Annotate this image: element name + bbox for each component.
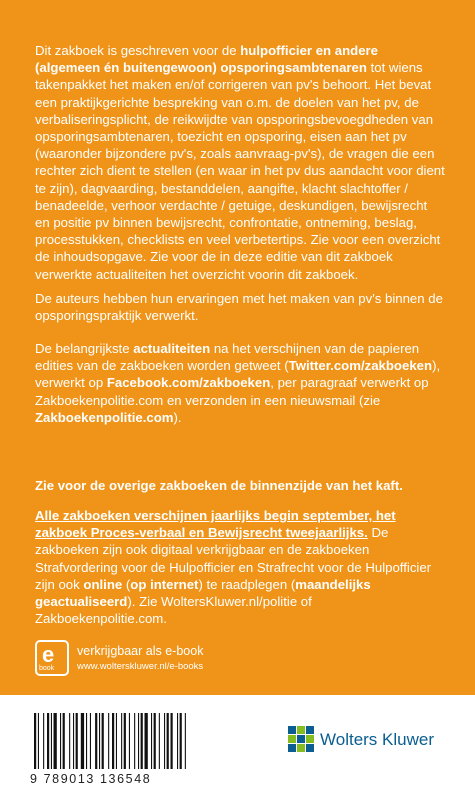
ebook-icon: e book [35, 640, 69, 676]
twitter-link: Twitter.com/zakboeken [288, 358, 433, 374]
audience-highlight: hulpofficier en andere (algemeen én buitengewoon) opsporingsambtenaren [35, 43, 379, 76]
updates-text-3: ), verwerkt op [35, 358, 441, 391]
wolters-kluwer-logo-icon [288, 726, 314, 752]
internet-highlight: op internet [130, 576, 199, 592]
intro-paragraph [35, 42, 445, 283]
updates-text-5: ). [173, 409, 182, 425]
publication-text-4: ). Zie WoltersKluwer.nl/politie of Zakboekenpolitie.com. [35, 594, 312, 627]
publication-text-1: De zakboeken zijn ook digitaal verkrijgbaar en de zakboeken Strafvordering voor de Hulpofficier en Strafrecht voor de Hulpofficier zijn ook [35, 525, 432, 592]
website-link: Zakboekenpolitie.com [35, 409, 174, 425]
monthly-highlight: maandelijks geactualiseerd [35, 576, 371, 610]
updates-highlight: actualiteiten [133, 341, 211, 356]
publisher-name: Wolters Kluwer [320, 730, 434, 749]
ebook-url: www.wolterskluwer.nl/e-books [77, 661, 204, 672]
publication-highlight: Alle zakboeken verschijnen jaarlijks begin september, het zakboek Proces-verbaal en Bewijsrecht tweejaarlijks. [35, 508, 396, 541]
ebook-title: verkrijgbaar als e-book [77, 644, 204, 658]
updates-text-4: , per paragraaf verwerkt op Zakboekenpolitie.com en verzonden in een nieuwsmail (zie [35, 375, 429, 408]
authors-text: De auteurs hebben hun ervaringen met het maken van pv's binnen de opsporingspraktijk verwerkt. [35, 291, 443, 324]
updates-text-2: na het verschijnen van de papieren edities van de zakboeken worden getweet ( [35, 341, 420, 374]
online-highlight: online [83, 576, 123, 592]
publication-text-3: ) te raadplegen ( [198, 576, 296, 592]
facebook-link: Facebook.com/zakboeken [106, 375, 271, 391]
barcode-icon [30, 713, 225, 773]
intro-text-1: Dit zakboek is geschreven voor de [35, 43, 241, 58]
updates-text-1: De belangrijkste [35, 341, 134, 356]
other-books-note: Zie voor de overige zakboeken de binnenzijde van het kaft. [35, 478, 403, 493]
updates-paragraph [35, 340, 445, 426]
publication-text-2: ( [122, 576, 131, 592]
publication-paragraph [35, 507, 445, 627]
isbn-number: 9 789013 136548 [30, 772, 152, 786]
authors-paragraph [35, 290, 445, 324]
intro-text-2: tot wiens takenpakket het maken en/of corrigeren van pv's behoort. Het bevat een praktijkgerichte bespreking van o.m. de doelen van het pv, de verbaliseringsplicht, de reikwijdte van opsporingsbevoegdheden van opsporingsambtenaren, toezicht en opsporing, eisen aan het pv (waaronder bijzondere pv's, zoals aanvraag-pv's), de vragen die een rechter zich dient te stellen (en waar in het pv dus aandacht voor dient te zijn), dagvaarding, bestanddelen, aangifte, klacht slachtoffer / benadeelde, verhoor verdachte / getuige, deskundigen, bewijsrecht en positie pv binnen bewijsrecht, confrontatie, ontneming, beslag, processtukken, checklists en veel verbetertips. Zie voor een overzicht de inhoudsopgave. Zie voor de in deze editie van dit zakboek verwerkte actualiteiten het overzicht voorin dit zakboek. [35, 60, 445, 282]
